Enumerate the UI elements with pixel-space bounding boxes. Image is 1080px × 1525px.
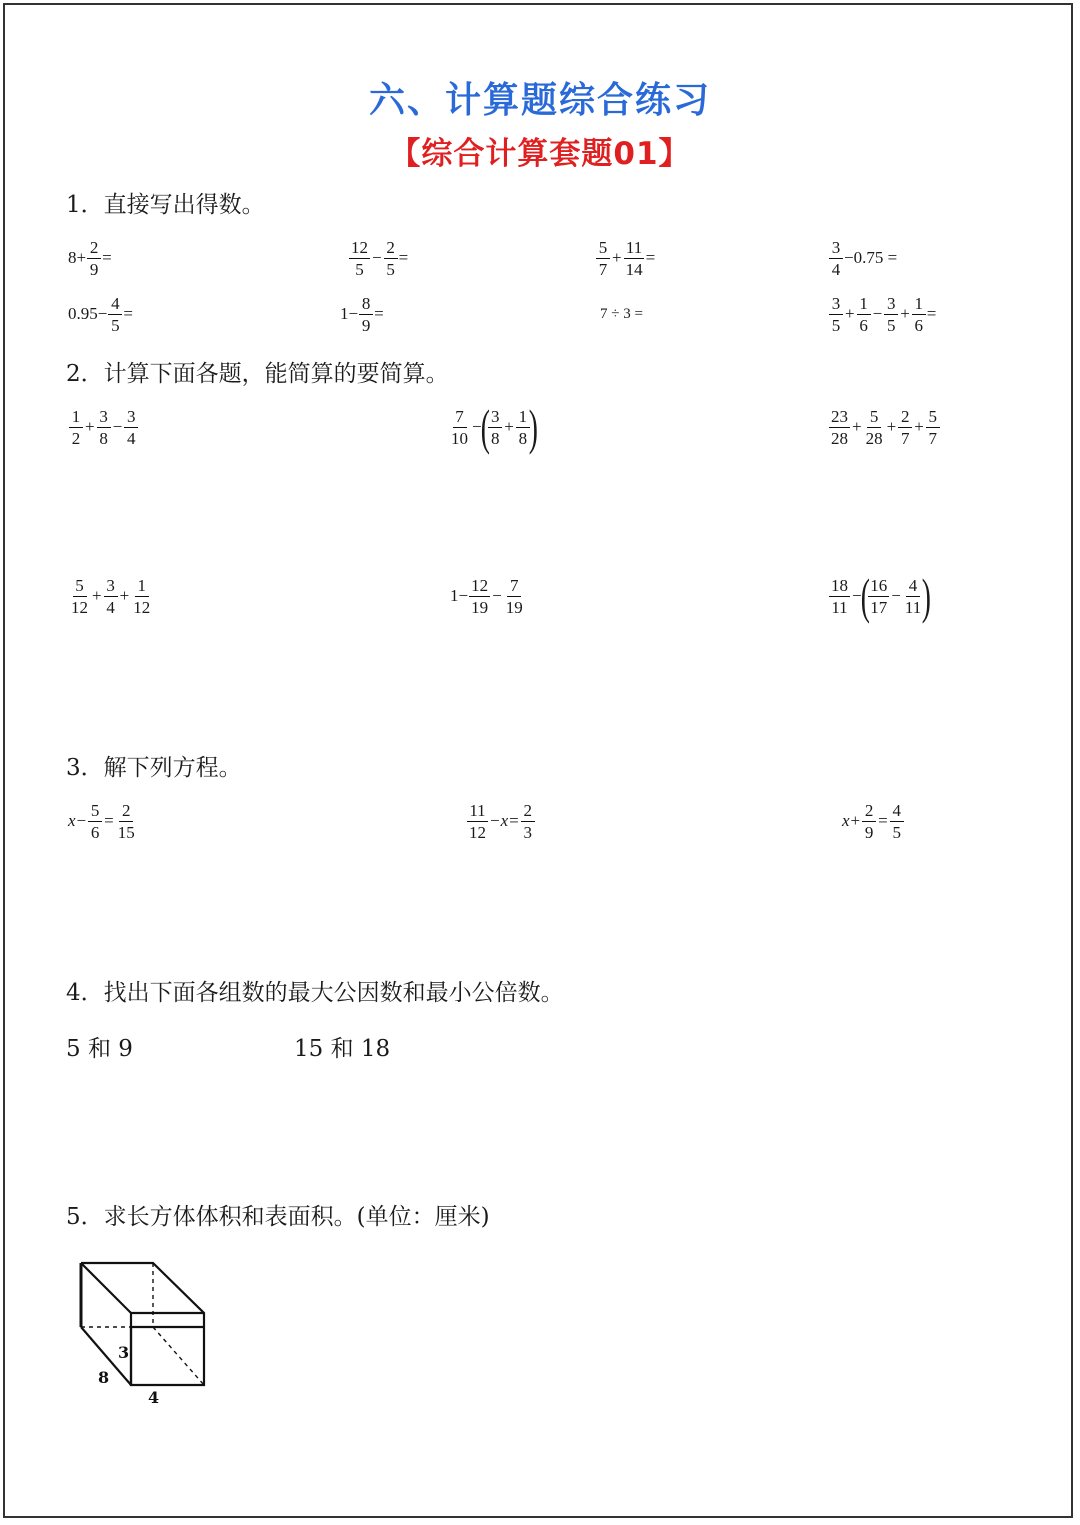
q3-equation-3: x + $\frac{2}{9}$ = $\frac{4}{5}$ [842,791,905,851]
page-subtitle: 【综合计算套题01】 [389,136,691,172]
q2-expr-4: $\frac{5}{12}$ + $\frac{3}{4}$ + $\frac{1}{12}$ [71,575,151,617]
q2-expr-1: $\frac{1}{2}$ + $\frac{3}{8}$ − $\frac{3}{4}$ [68,397,139,457]
question-5-heading: 5．求长方体体积和表面积。(单位：厘米) [66,1204,490,1230]
q3-equation-2: $\frac{11}{12}$ − x = $\frac{2}{3}$ [466,791,536,851]
q1-expr-2: $\frac{12}{5}$ − $\frac{2}{5}$ = [351,237,409,279]
q2-expr-3: $\frac{23}{28}$ + $\frac{5}{28}$ + $\frac{2}{7}$ + $\frac{5}{7}$ [828,397,941,457]
question-4-heading: 4．找出下面各组数的最大公因数和最小公倍数。 [66,980,564,1006]
q1-expr-1: 8+ $\frac{2}{9}$ = [68,237,112,279]
q1-expr-7: 7 ÷ 3 = [600,305,643,322]
question-2-heading: 2．计算下面各题，能简算的要简算。 [66,361,449,387]
q1-expr-8: $\frac{3}{5}$ + $\frac{1}{6}$ − $\frac{3}{5}$ + $\frac{1}{6}$ = [828,284,936,344]
question-1-heading: 1．直接写出得数。 [66,192,265,218]
question-3-heading: 3．解下列方程。 [66,755,242,781]
q2-expr-5: 1− $\frac{12}{19}$ − $\frac{7}{19}$ [450,575,523,617]
q2-expr-2: $\frac{7}{10}$ − ( $\frac{3}{8}$ + $\frac{1}{8}$ ) [451,399,538,455]
cuboid-diagram [68,1255,218,1405]
q2-expr-6: $\frac{18}{11}$ − ( $\frac{16}{17}$ − $\frac{4}{11}$ ) [831,568,932,624]
cuboid-height-label: 3 [118,1343,130,1362]
cuboid-depth-label: 8 [98,1368,110,1387]
cuboid-width-label: 4 [148,1388,160,1405]
page-title: 六、计算题综合练习 [368,80,711,121]
number-pair-1: 5 和 9 [66,1036,133,1062]
q1-expr-3: $\frac{5}{7}$ + $\frac{11}{14}$ = [595,228,655,288]
q3-equation-1: x − $\frac{5}{6}$ = $\frac{2}{15}$ [68,800,135,842]
q1-expr-4: $\frac{3}{4}$ −0.75 = [828,228,897,288]
q1-expr-5: 0.95− $\frac{4}{5}$ = [68,293,133,335]
q1-expr-6: 1− $\frac{8}{9}$ = [340,293,384,335]
number-pair-2: 15 和 18 [294,1036,391,1062]
